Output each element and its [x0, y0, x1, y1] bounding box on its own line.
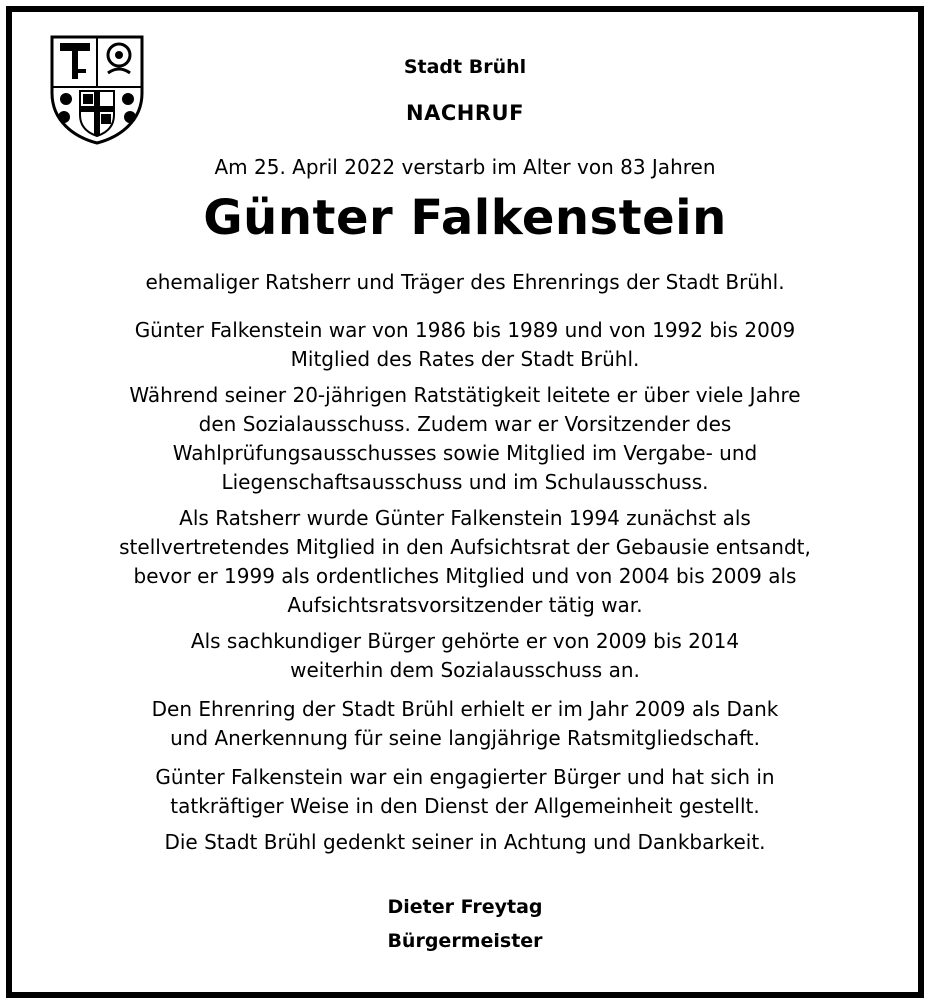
paragraph-line: Als Ratsherr wurde Günter Falkenstein 1994 zunächst als [179, 506, 751, 530]
signatory-title: Bürgermeister [387, 930, 543, 952]
tribute-paragraph [60, 627, 870, 685]
paragraph-line: Aufsichtsratsvorsitzender tätig war. [287, 593, 643, 617]
paragraph-line: Den Ehrenring der Stadt Brühl erhielt er im Jahr 2009 als Dank [151, 697, 779, 721]
issuer-name: Stadt Brühl [403, 56, 527, 78]
tribute-paragraph [60, 316, 870, 374]
notice-title: NACHRUF [406, 101, 524, 125]
paragraph-line: Mitglied des Rates der Stadt Brühl. [290, 347, 640, 371]
paragraph-line: tatkräftiger Weise in den Dienst der Allgemeinheit gestellt. [170, 794, 760, 818]
tribute-paragraph [60, 763, 870, 821]
paragraph-line: Günter Falkenstein war ein engagierter Bürger und hat sich in [155, 765, 775, 789]
tribute-paragraph [60, 695, 870, 753]
tribute-paragraph [60, 381, 870, 497]
paragraph-line: und Anerkennung für seine langjährige Ratsmitgliedschaft. [170, 726, 760, 750]
paragraph-line: den Sozialausschuss. Zudem war er Vorsitzender des [198, 412, 732, 436]
paragraph-line: bevor er 1999 als ordentliches Mitglied und von 2004 bis 2009 als [133, 564, 797, 588]
coat-of-arms-icon [48, 33, 146, 145]
paragraph-line: weiterhin dem Sozialausschuss an. [290, 658, 640, 682]
tribute-paragraph [60, 504, 870, 620]
paragraph-line: Die Stadt Brühl gedenkt seiner in Achtung und Dankbarkeit. [164, 830, 766, 854]
signatory-name: Dieter Freytag [387, 896, 543, 918]
closing-paragraph [60, 828, 870, 857]
deceased-role: ehemaliger Ratsherr und Träger des Ehrenrings der Stadt Brühl. [145, 270, 785, 294]
deceased-name: Günter Falkenstein [203, 190, 727, 246]
paragraph-line: Günter Falkenstein war von 1986 bis 1989 und von 1992 bis 2009 [134, 318, 796, 342]
paragraph-line: Liegenschaftsausschuss und im Schulausschuss. [221, 470, 709, 494]
death-announcement: Am 25. April 2022 verstarb im Alter von 83 Jahren [214, 155, 716, 179]
paragraph-line: stellvertretendes Mitglied in den Aufsichtsrat der Gebausie entsandt, [119, 535, 811, 559]
paragraph-line: Während seiner 20-jährigen Ratstätigkeit leitete er über viele Jahre [129, 383, 801, 407]
paragraph-line: Wahlprüfungsausschusses sowie Mitglied im Vergabe- und [172, 441, 758, 465]
paragraph-line: Als sachkundiger Bürger gehörte er von 2009 bis 2014 [190, 629, 740, 653]
